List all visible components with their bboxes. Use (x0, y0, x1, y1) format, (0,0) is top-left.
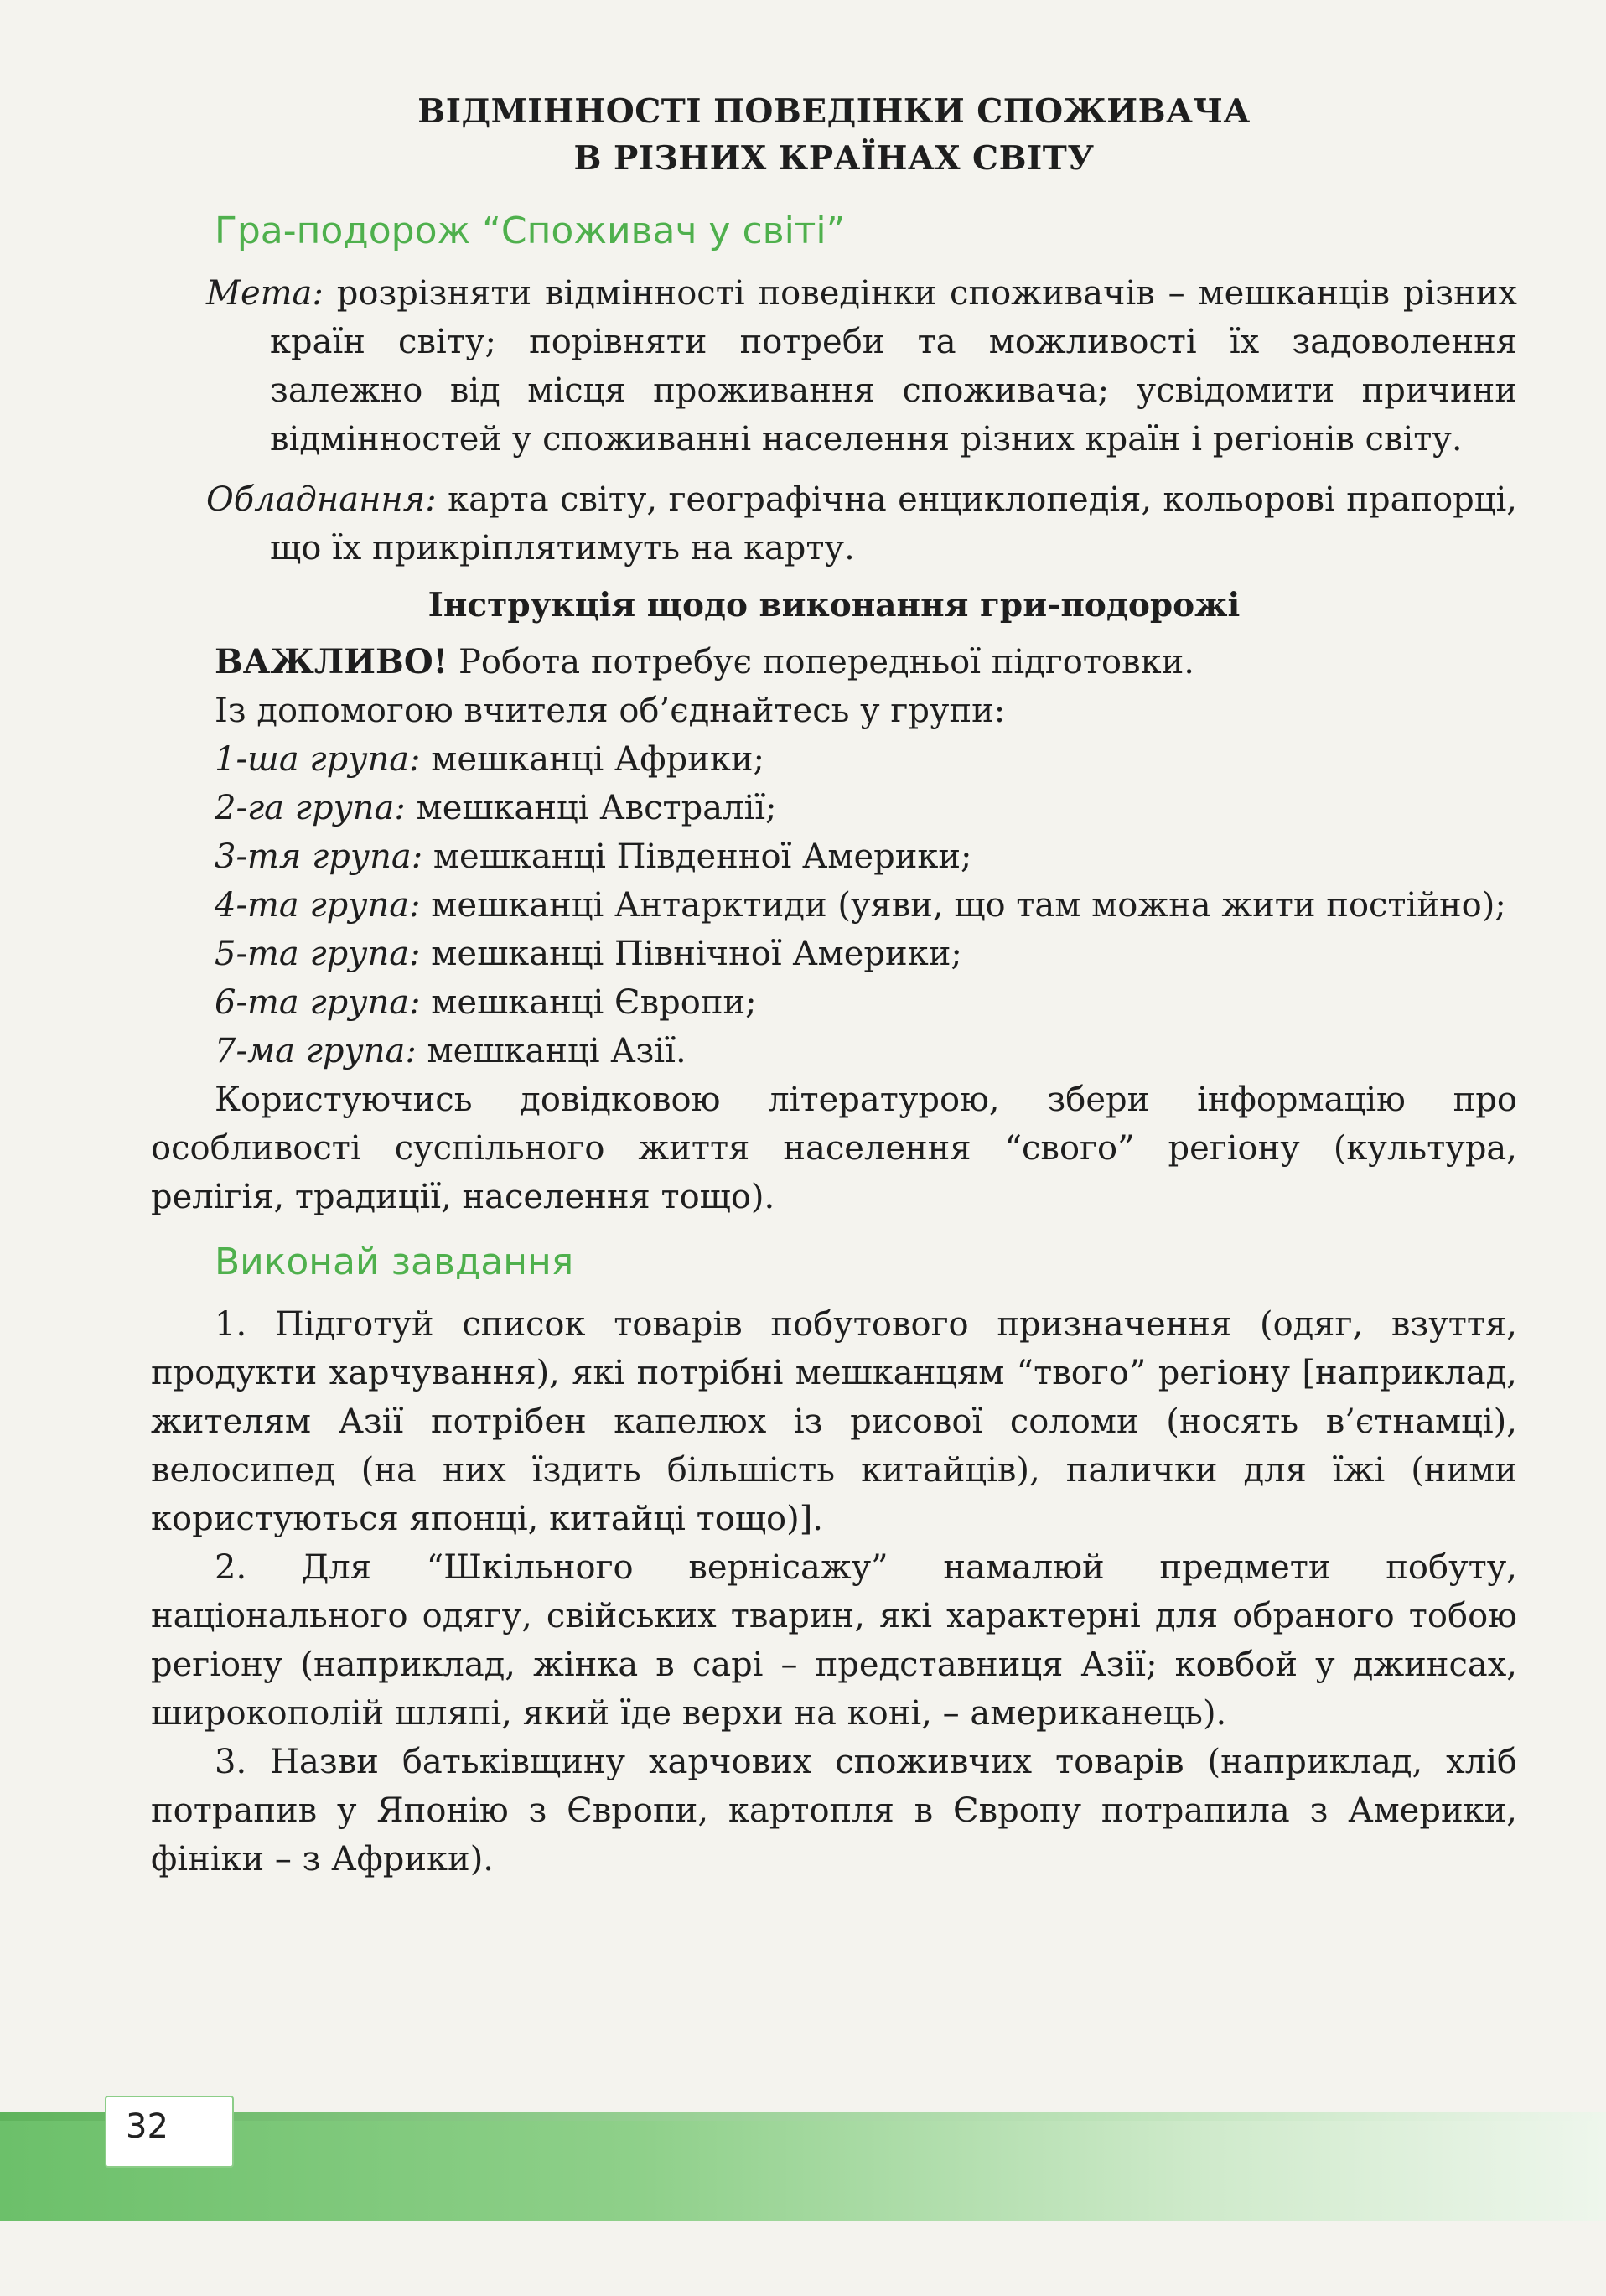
group-label: 1-ша група: (215, 740, 421, 779)
goal-text: розрізняти відмінності поведінки споживачів – мешканців різних країн світу; порівняти потреби та можливості їх задоволення залежно від місця проживання споживача; усвідомити причини відмінностей у споживанні населення різних країн і регіонів світу. (270, 274, 1517, 459)
group-label: 4-та група: (215, 886, 421, 925)
instructions-title: Інструкція щодо виконання гри-подорожі (427, 586, 1241, 625)
equipment-label: Обладнання: (206, 480, 437, 519)
page-content (151, 88, 1517, 1884)
important-text: Робота потребує попередньої підготовки. (458, 643, 1194, 682)
group-label: 3-тя група: (215, 837, 423, 876)
important-note (151, 638, 1517, 687)
group-item-3 (151, 832, 1517, 881)
group-text: мешканці Європи; (431, 983, 757, 1022)
group-text: мешканці Африки; (431, 740, 764, 779)
task-3: 3. Назви батьківщину харчових споживчих товарів (наприклад, хліб потрапив у Японію з Європи, картопля в Європу потрапила з Америки, фініки – з Африки). (151, 1743, 1517, 1879)
group-item-5 (151, 930, 1517, 978)
footer-band-edge (0, 2112, 1606, 2121)
reference-paragraph: Користуючись довідковою літературою, збери інформацію про особливості суспільного життя населення “свого” регіону (культура, релігія, традиції, населення тощо). (151, 1081, 1517, 1216)
group-item-6 (151, 978, 1517, 1027)
group-item-2 (151, 784, 1517, 832)
tasks-heading: Виконай завдання (215, 1241, 574, 1283)
page-number-box (105, 2096, 234, 2168)
page-title-line-1: ВІДМІННОСТІ ПОВЕДІНКИ СПОЖИВАЧА (417, 92, 1251, 131)
page-title (151, 88, 1517, 182)
equipment-text: карта світу, географічна енциклопедія, кольорові прапорці, що їх прикріплятимуть на карту. (270, 480, 1517, 568)
group-text: мешканці Азії. (427, 1032, 686, 1070)
group-text: мешканці Південної Америки; (433, 837, 972, 876)
task-2: 2. Для “Шкільного вернісажу” намалюй предмети побуту, національного одягу, свійських тварин, які характерні для обраного тобою регіону (наприклад, жінка в сарі – представниця Азії; ковбой у джинсах, широкополій шляпі, який їде верхи на коні, – американець). (151, 1548, 1517, 1733)
group-label: 2-га група: (215, 789, 406, 827)
group-text: мешканці Антарктиди (уяви, що там можна жити постійно); (431, 886, 1506, 925)
group-label: 7-ма група: (215, 1032, 417, 1070)
group-text: мешканці Північної Америки; (431, 935, 962, 973)
group-item-1 (151, 735, 1517, 784)
game-heading: Гра-подорож “Споживач у світі” (215, 210, 846, 252)
goal-paragraph (151, 269, 1517, 464)
group-text: мешканці Австралії; (416, 789, 777, 827)
group-label: 6-та група: (215, 983, 421, 1022)
important-label: ВАЖЛИВО! (215, 642, 448, 682)
group-label: 5-та група: (215, 935, 421, 973)
groups-intro: Із допомогою вчителя об’єднайтесь у групи: (215, 692, 1006, 730)
equipment-paragraph (151, 475, 1517, 573)
page-title-line-2: В РІЗНИХ КРАЇНАХ СВІТУ (573, 139, 1095, 178)
page-number: 32 (126, 2107, 168, 2146)
group-item-4 (151, 881, 1517, 930)
goal-label: Мета: (206, 274, 324, 313)
group-item-7 (151, 1027, 1517, 1075)
footer-band (0, 2121, 1606, 2221)
task-1: 1. Підготуй список товарів побутового призначення (одяг, взуття, продукти харчування), які потрібні мешканцям “твого” регіону [наприклад, жителям Азії потрібен капелюх із рисової соломи (носять в’єтнамці), велосипед (на них їздить більшість китайців), палички для їжі (ними користуються японці, китайці тощо)]. (151, 1305, 1517, 1538)
